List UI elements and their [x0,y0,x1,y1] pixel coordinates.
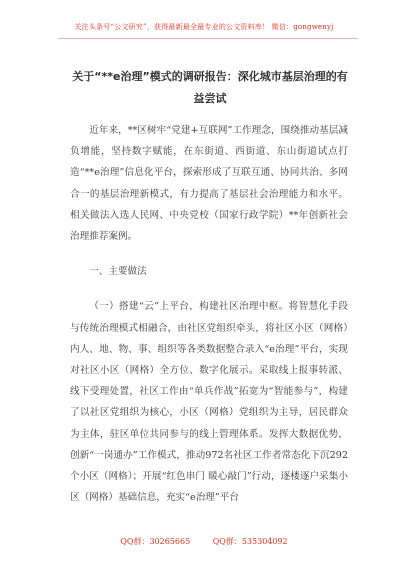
intro-paragraph: 近年来，**区树牢“党建+互联网”工作理念，围绕推动基层减负增能，坚持数字赋能，在东街道、西街道、东山街道试点打造“**e治理”信息化平台，探索形成了互联互通、协同共治、多网合一的基层治理新模式，有力提高了基层社会治理能力和水平。相关做法入选人民网、中央党校（国家行政学院）**年创新社会治理推荐案例。 [70,125,348,243]
body-paragraph: （一）搭建“云”上平台，构建社区治理中枢。将智慧化手段与传统治理模式相融合，由社区党组织牵头，将社区小区（网格）内人、地、物、事、组织等各类数据整合录入“e治理”平台，实现对社区小区（网格）全方位、数字化展示。采取线上报事转派、线下受理处置，社区工作由“单兵作战”拓宽为“智能参与”，构建了以社区党组织为核心，小区（网格）党组织为主导，居民群众为主体，驻区单位共同参与的线上管理体系。发挥大数据优势，创新“一岗通办”工作模式，推动972名社区工作者常态化下沉292个小区（网格）；开展“红色串门 暖心敲门”行动，逐楼逐户采集小区（网格）基础信息，充实“e治理”平台 [70,301,348,504]
footer-qq-group-2: QQ群：535304092 [212,537,288,546]
document-body [70,120,348,522]
header-banner: 关注头条号“公文研究”，获得最新最全最专业的公文资料库！ 微信：gongwenyj [74,23,334,31]
document-title: 关于“**e治理”模式的调研报告：深化城市基层治理的有益尝试 [72,70,348,105]
footer-contacts [0,536,408,547]
header-divider [58,38,358,39]
section-heading: 一、主要做法 [89,266,147,278]
footer-qq-group-1: QQ群：30265665 [120,537,191,546]
